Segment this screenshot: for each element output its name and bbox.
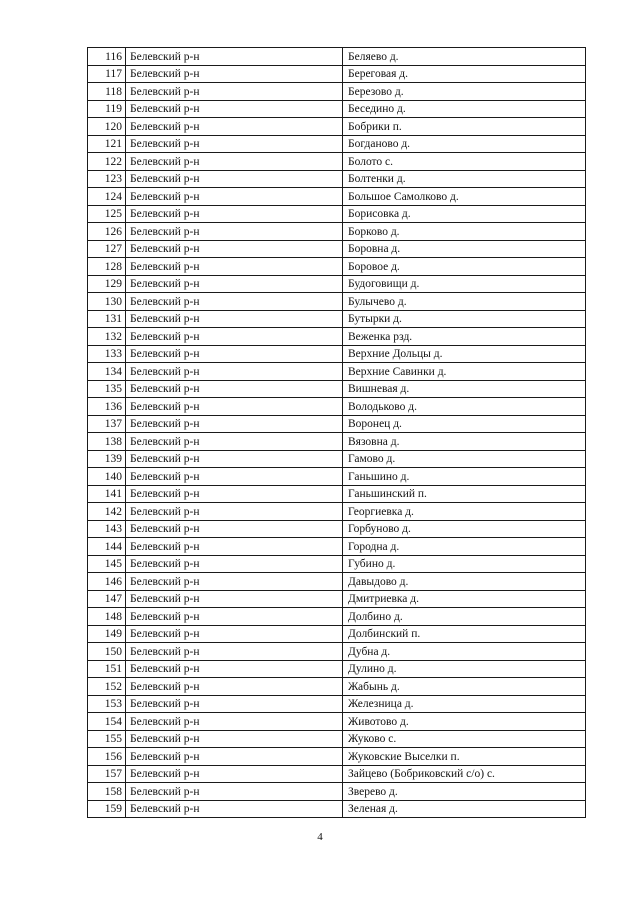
settlement-cell: Георгиевка д. [343,503,586,521]
table-row [88,730,586,748]
settlement-cell: Береговая д. [343,65,586,83]
table-row [88,240,586,258]
district-cell: Белевский р-н [126,608,343,626]
row-number: 158 [88,783,126,801]
district-cell: Белевский р-н [126,293,343,311]
row-number: 143 [88,520,126,538]
district-cell: Белевский р-н [126,135,343,153]
table-row [88,363,586,381]
row-number: 150 [88,643,126,661]
row-number: 133 [88,345,126,363]
settlements-table [87,47,586,818]
table-row [88,678,586,696]
row-number: 144 [88,538,126,556]
table-row [88,783,586,801]
settlement-cell: Верхние Савинки д. [343,363,586,381]
district-cell: Белевский р-н [126,363,343,381]
settlement-cell: Вишневая д. [343,380,586,398]
district-cell: Белевский р-н [126,503,343,521]
district-cell: Белевский р-н [126,730,343,748]
district-cell: Белевский р-н [126,625,343,643]
table-row [88,188,586,206]
table-row [88,800,586,818]
settlement-cell: Булычево д. [343,293,586,311]
settlement-cell: Богданово д. [343,135,586,153]
row-number: 118 [88,83,126,101]
settlement-cell: Борково д. [343,223,586,241]
row-number: 154 [88,713,126,731]
settlement-cell: Володьково д. [343,398,586,416]
district-cell: Белевский р-н [126,485,343,503]
settlement-cell: Губино д. [343,555,586,573]
district-cell: Белевский р-н [126,188,343,206]
row-number: 147 [88,590,126,608]
row-number: 152 [88,678,126,696]
settlement-cell: Ганьшинский п. [343,485,586,503]
row-number: 151 [88,660,126,678]
district-cell: Белевский р-н [126,345,343,363]
row-number: 145 [88,555,126,573]
table-row [88,660,586,678]
row-number: 132 [88,328,126,346]
row-number: 149 [88,625,126,643]
table-row [88,625,586,643]
district-cell: Белевский р-н [126,118,343,136]
district-cell: Белевский р-н [126,240,343,258]
settlement-cell: Ганьшино д. [343,468,586,486]
table-row [88,205,586,223]
settlement-cell: Жабынь д. [343,678,586,696]
row-number: 124 [88,188,126,206]
district-cell: Белевский р-н [126,223,343,241]
district-cell: Белевский р-н [126,660,343,678]
table-row [88,503,586,521]
table-row [88,415,586,433]
district-cell: Белевский р-н [126,83,343,101]
row-number: 155 [88,730,126,748]
district-cell: Белевский р-н [126,468,343,486]
row-number: 135 [88,380,126,398]
district-cell: Белевский р-н [126,65,343,83]
district-cell: Белевский р-н [126,678,343,696]
settlement-cell: Борисовка д. [343,205,586,223]
row-number: 140 [88,468,126,486]
settlements-table-body [88,48,586,818]
settlement-cell: Дмитриевка д. [343,590,586,608]
district-cell: Белевский р-н [126,310,343,328]
table-row [88,118,586,136]
row-number: 156 [88,748,126,766]
row-number: 148 [88,608,126,626]
row-number: 116 [88,48,126,66]
district-cell: Белевский р-н [126,205,343,223]
table-row [88,433,586,451]
settlement-cell: Долбинский п. [343,625,586,643]
table-row [88,398,586,416]
settlement-cell: Жуково с. [343,730,586,748]
settlement-cell: Боровое д. [343,258,586,276]
table-row [88,153,586,171]
settlement-cell: Дубна д. [343,643,586,661]
settlement-cell: Болтенки д. [343,170,586,188]
row-number: 146 [88,573,126,591]
district-cell: Белевский р-н [126,783,343,801]
table-row [88,590,586,608]
table-row [88,65,586,83]
district-cell: Белевский р-н [126,153,343,171]
district-cell: Белевский р-н [126,748,343,766]
settlement-cell: Большое Самолково д. [343,188,586,206]
district-cell: Белевский р-н [126,538,343,556]
settlement-cell: Беляево д. [343,48,586,66]
district-cell: Белевский р-н [126,100,343,118]
table-row [88,538,586,556]
settlement-cell: Городна д. [343,538,586,556]
table-row [88,83,586,101]
settlement-cell: Гамово д. [343,450,586,468]
settlement-cell: Зверево д. [343,783,586,801]
settlement-cell: Дулино д. [343,660,586,678]
district-cell: Белевский р-н [126,800,343,818]
district-cell: Белевский р-н [126,170,343,188]
table-row [88,328,586,346]
row-number: 122 [88,153,126,171]
table-row [88,468,586,486]
row-number: 120 [88,118,126,136]
table-row [88,170,586,188]
row-number: 129 [88,275,126,293]
settlement-cell: Зайцево (Бобриковский с/о) с. [343,765,586,783]
settlement-cell: Болото с. [343,153,586,171]
district-cell: Белевский р-н [126,380,343,398]
district-cell: Белевский р-н [126,643,343,661]
settlement-cell: Зеленая д. [343,800,586,818]
table-row [88,223,586,241]
table-row [88,450,586,468]
district-cell: Белевский р-н [126,398,343,416]
settlement-cell: Долбино д. [343,608,586,626]
district-cell: Белевский р-н [126,415,343,433]
row-number: 137 [88,415,126,433]
settlement-cell: Горбуново д. [343,520,586,538]
settlement-cell: Боровна д. [343,240,586,258]
settlement-cell: Беседино д. [343,100,586,118]
row-number: 117 [88,65,126,83]
table-row [88,748,586,766]
district-cell: Белевский р-н [126,275,343,293]
row-number: 123 [88,170,126,188]
row-number: 159 [88,800,126,818]
row-number: 131 [88,310,126,328]
row-number: 138 [88,433,126,451]
settlement-cell: Березово д. [343,83,586,101]
table-row [88,310,586,328]
settlement-cell: Давыдово д. [343,573,586,591]
table-row [88,695,586,713]
table-row [88,608,586,626]
row-number: 157 [88,765,126,783]
district-cell: Белевский р-н [126,520,343,538]
district-cell: Белевский р-н [126,48,343,66]
page-number: 4 [317,831,323,843]
table-row [88,555,586,573]
table-row [88,135,586,153]
row-number: 121 [88,135,126,153]
settlement-cell: Бутырки д. [343,310,586,328]
table-row [88,573,586,591]
row-number: 130 [88,293,126,311]
table-row [88,258,586,276]
district-cell: Белевский р-н [126,713,343,731]
table-row [88,520,586,538]
settlement-cell: Вязовна д. [343,433,586,451]
district-cell: Белевский р-н [126,765,343,783]
row-number: 127 [88,240,126,258]
row-number: 139 [88,450,126,468]
row-number: 136 [88,398,126,416]
table-row [88,765,586,783]
table-row [88,48,586,66]
row-number: 153 [88,695,126,713]
row-number: 126 [88,223,126,241]
row-number: 134 [88,363,126,381]
settlement-cell: Веженка рзд. [343,328,586,346]
table-row [88,380,586,398]
table-row [88,275,586,293]
table-row [88,293,586,311]
settlement-cell: Жуковские Выселки п. [343,748,586,766]
settlement-cell: Будоговищи д. [343,275,586,293]
table-row [88,100,586,118]
row-number: 141 [88,485,126,503]
settlement-cell: Бобрики п. [343,118,586,136]
table-row [88,345,586,363]
district-cell: Белевский р-н [126,433,343,451]
settlement-cell: Железница д. [343,695,586,713]
row-number: 119 [88,100,126,118]
district-cell: Белевский р-н [126,328,343,346]
table-row [88,485,586,503]
district-cell: Белевский р-н [126,555,343,573]
settlement-cell: Верхние Дольцы д. [343,345,586,363]
district-cell: Белевский р-н [126,258,343,276]
row-number: 125 [88,205,126,223]
district-cell: Белевский р-н [126,450,343,468]
row-number: 128 [88,258,126,276]
settlement-cell: Воронец д. [343,415,586,433]
district-cell: Белевский р-н [126,573,343,591]
row-number: 142 [88,503,126,521]
table-row [88,713,586,731]
table-row [88,643,586,661]
district-cell: Белевский р-н [126,590,343,608]
district-cell: Белевский р-н [126,695,343,713]
settlement-cell: Животово д. [343,713,586,731]
